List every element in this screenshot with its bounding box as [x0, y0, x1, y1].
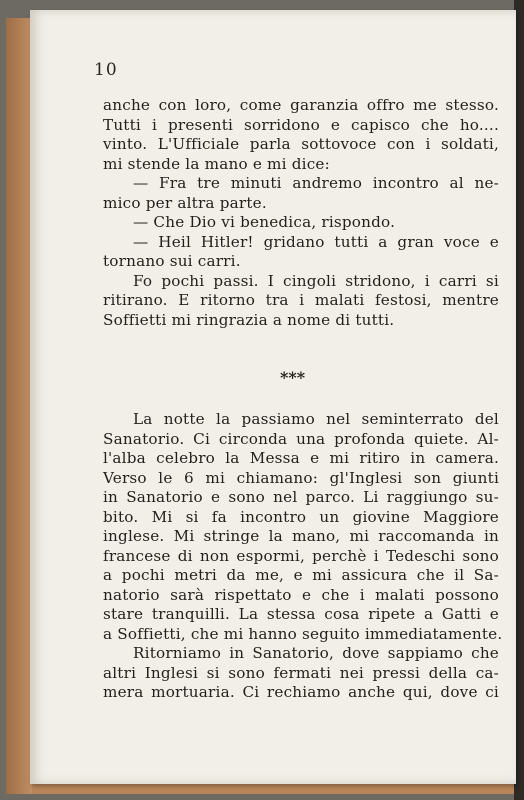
text-line: — Fra tre minuti andremo incontro al ne-: [133, 174, 499, 192]
text-line: natorio sarà rispettato e che i malati possono: [103, 585, 499, 604]
text-line: vinto. L'Ufficiale parla sottovoce con i soldati,: [103, 135, 499, 153]
text-line: francese di non espormi, perchè i Tedeschi sono: [103, 546, 499, 565]
text-block-2: [103, 410, 503, 703]
text-line: bito. Mi si fa incontro un giovine Maggiore: [103, 507, 499, 526]
cover-edge: [6, 18, 32, 794]
text-block-1: [103, 96, 499, 330]
text-line: Fo pochi passi. I cingoli stridono, i carri si: [133, 271, 499, 290]
text-line: in Sanatorio e sono nel parco. Li raggiungo su-: [103, 488, 499, 506]
text-line: La notte la passiamo nel seminterrato del: [133, 410, 499, 428]
text-line: inglese. Mi stringe la mano, mi raccomanda in: [103, 527, 499, 545]
text-line: altri Inglesi si sono fermati nei pressi della ca-: [103, 663, 499, 682]
section-separator: ***: [280, 368, 306, 387]
text-line: — Che Dio vi benedica, rispondo.: [133, 213, 396, 231]
text-line: tornano sui carri.: [103, 252, 241, 270]
text-line: stare tranquilli. La stessa cosa ripete a Gatti e: [103, 605, 499, 623]
text-line: mico per altra parte.: [103, 193, 267, 212]
text-line: Ritorniamo in Sanatorio, dove sappiamo che: [133, 644, 499, 662]
text-line: Verso le 6 mi chiamano: gl'Inglesi son giunti: [103, 468, 499, 487]
text-line: mi stende la mano e mi dice:: [103, 154, 330, 173]
page-number: 10: [94, 60, 118, 80]
text-line: l'alba celebro la Messa e mi ritiro in camera.: [103, 449, 499, 467]
text-line: a pochi metri da me, e mi assicura che il Sa-: [103, 566, 499, 584]
text-line: Tutti i presenti sorridono e capisco che ho....: [103, 115, 499, 134]
text-line: mera mortuaria. Ci rechiamo anche qui, dove ci: [103, 683, 499, 701]
text-line: a Soffietti, che mi hanno seguito immediatamente.: [103, 624, 503, 643]
text-line: — Heil Hitler! gridano tutti a gran voce e: [133, 232, 499, 251]
text-line: anche con loro, come garanzia offro me stesso.: [103, 96, 499, 114]
text-line: Soffietti mi ringrazia a nome di tutti.: [103, 310, 395, 329]
text-line: Sanatorio. Ci circonda una profonda quiete. Al-: [103, 429, 499, 448]
text-line: ritirano. E ritorno tra i malati festosi, mentre: [103, 291, 499, 309]
